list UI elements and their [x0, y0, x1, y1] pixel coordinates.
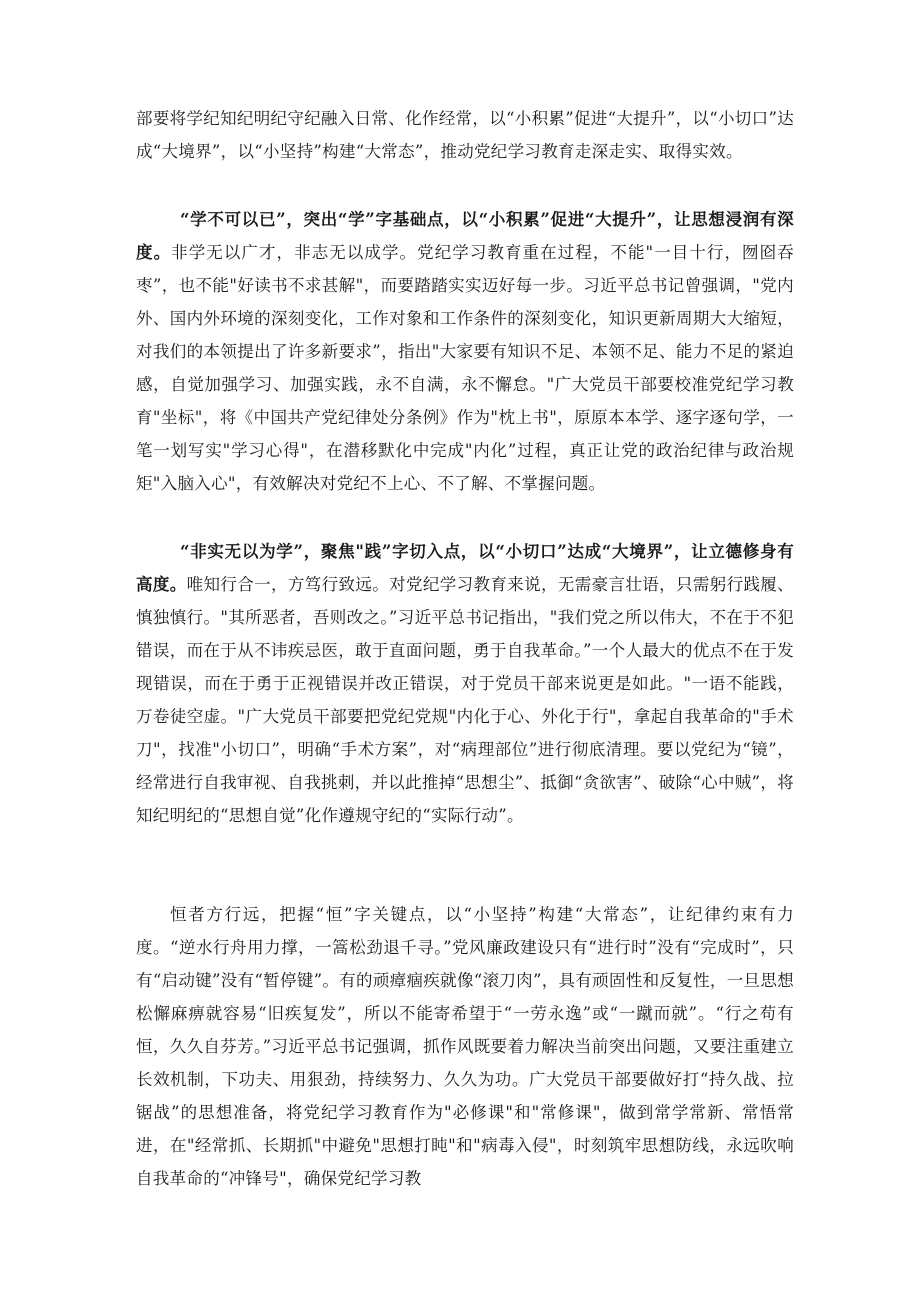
paragraph-heading: “学不可以已”，突出“学”字基础点，以“小积累”促进“大提升”，让思想浸润有深度。: [136, 210, 794, 262]
paragraph-body: 部要将学纪知纪明纪守纪融入日常、化作经常，以“小积累”促进“大提升”，以“小切口”达成“大境界”，以“小坚持”构建“大常态”，推动党纪学习教育走深走实、取得实效。: [136, 109, 794, 161]
paragraph-intro-continuation: [136, 102, 794, 168]
paragraph-persistence: [136, 898, 794, 1195]
paragraph-practice: [136, 535, 794, 832]
paragraph-body: 恒者方行远，把握“恒”字关键点，以“小坚持”构建“大常态”，让纪律约束有力度。“逆水行舟用力撑，一篙松劲退千寻。”党风廉政建设只有“进行时”没有“完成时”，只有“启动键”没有“暂停键”。有的顽瘴痼疾就像“滚刀肉”，具有顽固性和反复性，一旦思想松懈麻痹就容易“旧疾复发”，所以不能寄希望于“一劳永逸”或“一蹴而就”。“行之苟有恒，久久自芬芳。”习近平总书记强调，抓作风既要着力解决当前突出问题，又要注重建立长效机制，下功夫、用狠劲，持续努力、久久为功。广大党员干部要做好打“持久战、拉锯战”的思想准备，将党纪学习教育作为"必修课"和"常修课"，做到常学常新、常悟常进，在"经常抓、长期抓"中避免"思想打盹"和"病毒入侵"，时刻筑牢思想防线，永远吹响自我革命的“冲锋号"，确保党纪学习教: [136, 905, 794, 1188]
paragraph-study: [136, 203, 794, 500]
paragraph-body: 唯知行合一，方笃行致远。对党纪学习教育来说，无需豪言壮语，只需躬行践履、慎独慎行。"其所恶者，吾则改之。”习近平总书记指出，"我们党之所以伟大，不在于不犯错误，而在于从不讳疾忌医，敢于直面问题，勇于自我革命。”一个人最大的优点不在于发现错误，而在于勇于正视错误并改正错误，对于党员干部来说更是如此。"一语不能践，万卷徒空虚。"广大党员干部要把党纪党规"内化于心、外化于行"，拿起自我革命的"手术刀"，找准"小切口”，明确“手术方案”，对“病理部位”进行彻底清理。要以党纪为“镜”，经常进行自我审视、自我挑刺，并以此推掉“思想尘”、抵御“贪欲害”、破除“心中贼”，将知纪明纪的“思想自觉”化作遵规守纪的“实际行动”。: [136, 575, 794, 825]
paragraph-body: 非学无以广才，非志无以成学。党纪学习教育重在过程，不能"一目十行，囫囵吞枣”，也不能"好读书不求甚解"，而要踏踏实实迈好每一步。习近平总书记曾强调，"党内外、国内外环境的深刻变化，工作对象和工作条件的深刻变化，知识更新周期大大缩短，对我们的本领提出了许多新要求”，指出"大家要有知识不足、本领不足、能力不足的紧迫感，自觉加强学习、加强实践，永不自满，永不懈怠。"广大党员干部要校准党纪学习教育"坐标"，将《中国共产党纪律处分条例》作为"枕上书"，原原本本学、逐字逐句学，一笔一划写实"学习心得"，在潜移默化中完成"内化”过程，真正让党的政治纪律与政治规矩"入脑入心"，有效解决对党纪不上心、不了解、不掌握问题。: [136, 243, 794, 493]
paragraph-heading: “非实无以为学”，聚焦"践”字切入点，以“小切口”达成“大境界”，让立德修身有高度。: [136, 542, 794, 594]
